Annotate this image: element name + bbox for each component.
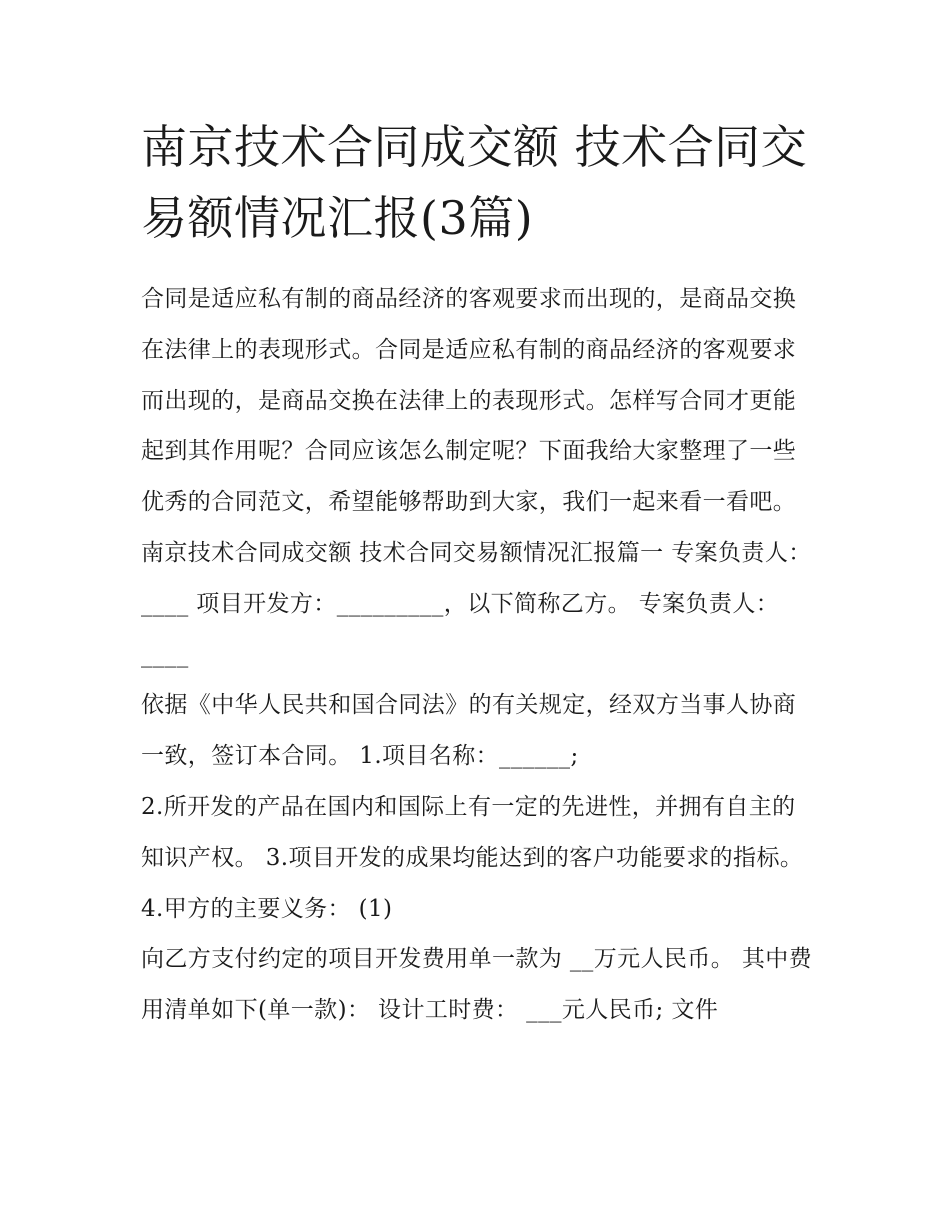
- paragraph-project-leads: 南京技术合同成交额 技术合同交易额情况汇报篇一 专案负责人：____ 项目开发方：_________，以下简称乙方。 专案负责人：____: [141, 539, 812, 668]
- document-title: 南京技术合同成交额 技术合同交易额情况汇报(3篇): [141, 120, 808, 245]
- paragraph-requirements: 2.所开发的产品在国内和国际上有一定的先进性，并拥有自主的知识产权。 3.项目开发的成果均能达到的客户功能要求的指标。 4.甲方的主要义务： (1): [141, 793, 804, 922]
- document-content: [141, 112, 813, 1036]
- paragraph-intro: 合同是适应私有制的商品经济的客观要求而出现的，是商品交换在法律上的表现形式。合同是适应私有制的商品经济的客观要求而出现的，是商品交换在法律上的表现形式。怎样写合同才更能起到其作用呢？合同应该怎么制定呢？下面我给大家整理了一些优秀的合同范文，希望能够帮助到大家，我们一起来看一看吧。: [141, 286, 797, 516]
- paragraph-basis: 依据《中华人民共和国合同法》的有关规定，经双方当事人协商一致，签订本合同。 1.项目名称：______;: [141, 692, 797, 770]
- paragraph-payment: 向乙方支付约定的项目开发费用单一款为 __万元人民币。 其中费用清单如下(单一款)： 设计工时费： ___元人民币; 文件: [141, 946, 813, 1024]
- document-body: [141, 274, 813, 1036]
